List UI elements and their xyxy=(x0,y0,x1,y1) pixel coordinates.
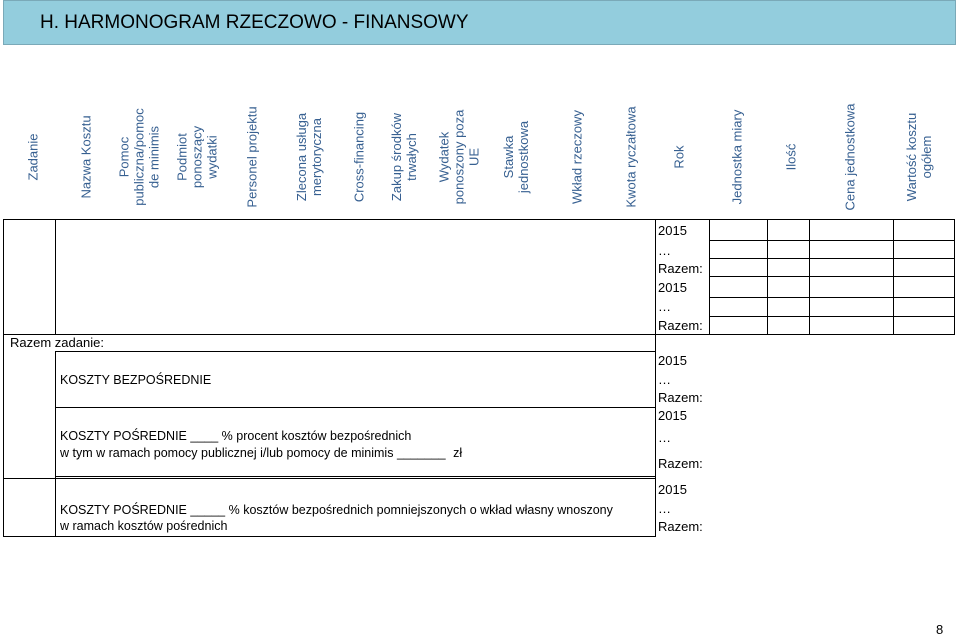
header-wydatek xyxy=(429,95,489,219)
header-podmiot xyxy=(169,95,224,219)
koszty-posrednie-1-line2: w tym w ramach pomocy publicznej i/lub pomocy de minimis _______ zł xyxy=(60,446,463,460)
year-label: 2015 xyxy=(658,223,687,238)
header-zadanie xyxy=(3,95,63,219)
header-wklad xyxy=(543,95,611,219)
header-label: Cena jednostkowa xyxy=(842,103,858,211)
grid-line xyxy=(709,258,955,259)
row-divider xyxy=(55,351,655,352)
header-label: Kwota ryczałtowa xyxy=(623,106,639,208)
header-label: Cross-financing xyxy=(351,111,367,203)
header-wartosc xyxy=(885,95,953,219)
year-label: Razem: xyxy=(658,390,703,405)
header-label: Personel projektu xyxy=(244,106,259,208)
header-label: Wydatek ponoszony poza UE xyxy=(436,109,482,205)
koszty-posrednie-2-line2: w ramach kosztów pośrednich xyxy=(60,519,228,533)
header-label: Zakup środków trwałych xyxy=(389,112,419,202)
grid-line xyxy=(709,297,955,298)
header-kwota xyxy=(611,95,651,219)
year-column-left-border xyxy=(655,219,656,537)
grid-line xyxy=(709,276,955,277)
year-label: … xyxy=(658,372,671,387)
header-jednostka xyxy=(707,95,767,219)
year-label: … xyxy=(658,243,671,258)
header-nazwa-kosztu xyxy=(63,95,109,219)
section-title-bar xyxy=(3,0,956,45)
razem-zadanie-label: Razem zadanie: xyxy=(10,335,104,350)
header-label: Wkład rzeczowy xyxy=(569,110,585,204)
row-divider xyxy=(3,478,655,479)
header-zlecona xyxy=(279,95,339,219)
year-label: Razem: xyxy=(658,261,703,276)
table-header-row xyxy=(3,95,953,219)
header-label: Jednostka miary xyxy=(729,109,745,205)
table-bottom-border xyxy=(3,536,655,537)
row-divider xyxy=(55,407,655,408)
header-personel xyxy=(224,95,279,219)
year-label: Razem: xyxy=(658,519,703,534)
grid-line xyxy=(767,219,768,335)
grid-line xyxy=(809,219,810,335)
year-label: 2015 xyxy=(658,482,687,497)
header-pomoc xyxy=(109,95,169,219)
section-title: H. HARMONOGRAM RZECZOWO - FINANSOWY xyxy=(40,12,469,33)
header-label: Rok xyxy=(671,145,687,169)
grid-line xyxy=(709,316,955,317)
year-label: 2015 xyxy=(658,280,687,295)
row-divider xyxy=(55,219,56,335)
koszty-posrednie-1: KOSZTY POŚREDNIE ____ % procent kosztów bezpośrednich xyxy=(60,429,412,443)
grid-line xyxy=(709,219,710,335)
koszty-bezposrednie-label: KOSZTY BEZPOŚREDNIE xyxy=(60,373,212,387)
year-label: … xyxy=(658,501,671,516)
header-label: Stawka jednostkowa xyxy=(501,120,531,194)
page-number: 8 xyxy=(936,622,944,637)
row-divider xyxy=(55,351,56,537)
year-label: Razem: xyxy=(658,318,703,333)
row-divider xyxy=(55,476,655,477)
grid-line xyxy=(709,240,955,241)
header-label: Wartość kosztu ogółem xyxy=(904,112,934,202)
header-label: Zadanie xyxy=(25,133,41,181)
header-rok xyxy=(651,95,707,219)
year-label: Razem: xyxy=(658,456,703,471)
year-label: … xyxy=(658,299,671,314)
header-stawka xyxy=(489,95,543,219)
header-cross-financing xyxy=(339,95,379,219)
grid-line xyxy=(655,334,955,335)
header-label: Zlecona usługa merytoryczna xyxy=(294,112,324,202)
header-label: Podmiot ponoszący wydatki xyxy=(174,125,219,189)
table-right-border xyxy=(954,219,955,335)
grid-line xyxy=(893,219,894,335)
header-zakup xyxy=(379,95,429,219)
header-cena xyxy=(815,95,885,219)
koszty-posrednie-2: KOSZTY POŚREDNIE _____ % kosztów bezpośrednich pomniejszonych o wkład własny wnoszony xyxy=(60,503,613,517)
table-left-border xyxy=(3,219,4,537)
header-ilosc xyxy=(767,95,815,219)
header-label: Pomoc publiczna/pomoc de minimis xyxy=(116,108,162,206)
header-label: Nazwa Kosztu xyxy=(78,115,94,199)
table-top-border xyxy=(3,219,955,220)
year-label: 2015 xyxy=(658,408,687,423)
year-label: 2015 xyxy=(658,353,687,368)
year-label: … xyxy=(658,430,671,445)
header-label: Ilość xyxy=(783,143,799,171)
